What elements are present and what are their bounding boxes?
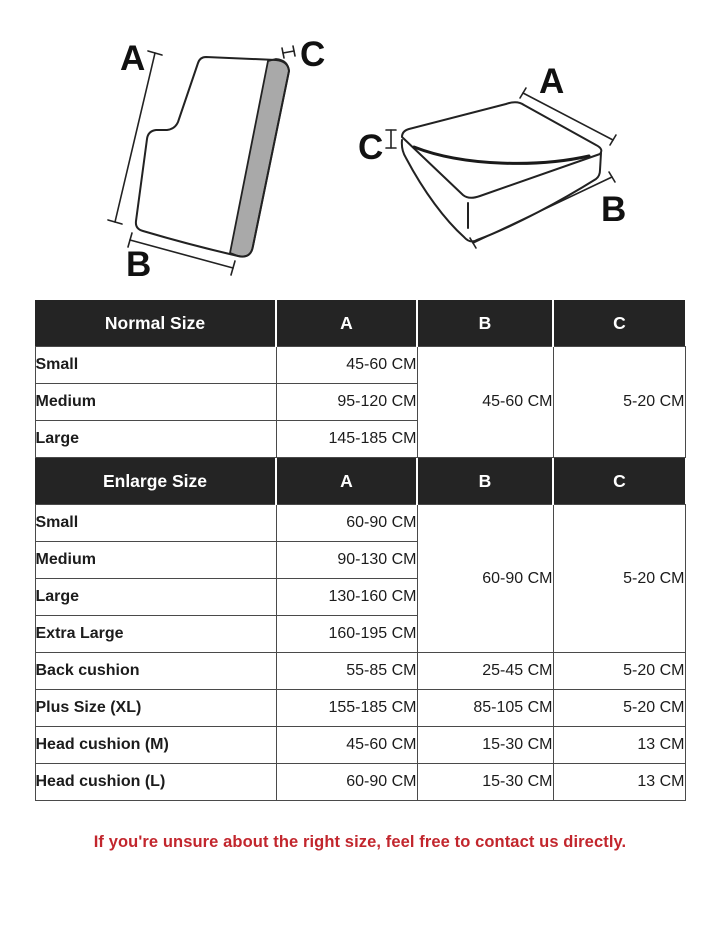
normal-size-table xyxy=(35,300,686,458)
dim-b-merged-cell: 60-90 CM xyxy=(417,505,553,653)
seat-cushion-top-face xyxy=(402,102,601,198)
back-cushion-diagram xyxy=(108,35,325,284)
measure-line-b-right xyxy=(470,172,615,248)
size-label-cell: Medium xyxy=(35,384,276,421)
size-label-cell: Small xyxy=(35,347,276,384)
contact-note: If you're unsure about the right size, feel free to contact us directly. xyxy=(93,833,627,851)
dim-label-a: A xyxy=(539,62,565,101)
column-header-b: B xyxy=(417,300,553,347)
top-seam-line xyxy=(414,147,589,163)
dim-label-a: A xyxy=(120,39,146,78)
table-title: Enlarge Size xyxy=(35,458,276,505)
size-label-cell: Head cushion (L) xyxy=(35,764,276,801)
dim-label-c: C xyxy=(358,128,384,167)
dim-c-merged-cell: 5-20 CM xyxy=(553,505,685,653)
table-title: Normal Size xyxy=(35,300,276,347)
dim-b-cell: 85-105 CM xyxy=(417,690,553,727)
dim-label-c: C xyxy=(300,35,326,74)
dim-label-b: B xyxy=(126,245,152,284)
dim-a-cell: 90-130 CM xyxy=(276,542,417,579)
dim-a-cell: 155-185 CM xyxy=(276,690,417,727)
size-label-cell: Back cushion xyxy=(35,653,276,690)
table-header-row xyxy=(35,458,685,505)
size-label-cell: Small xyxy=(35,505,276,542)
column-header-b: B xyxy=(417,458,553,505)
dim-a-cell: 130-160 CM xyxy=(276,579,417,616)
dim-a-cell: 160-195 CM xyxy=(276,616,417,653)
seat-cushion-side-outline xyxy=(402,140,601,241)
size-label-cell: Large xyxy=(35,579,276,616)
dim-c-cell: 13 CM xyxy=(553,727,685,764)
size-label-cell: Plus Size (XL) xyxy=(35,690,276,727)
dim-a-cell: 145-185 CM xyxy=(276,421,417,458)
column-header-a: A xyxy=(276,300,417,347)
column-header-a: A xyxy=(276,458,417,505)
table-row xyxy=(35,690,685,727)
size-label-cell: Extra Large xyxy=(35,616,276,653)
measure-bracket-c-right xyxy=(386,130,396,148)
table-row xyxy=(35,653,685,690)
dim-c-cell: 5-20 CM xyxy=(553,690,685,727)
cushion-edge-shade xyxy=(230,59,289,257)
size-label-cell: Medium xyxy=(35,542,276,579)
dim-a-cell: 60-90 CM xyxy=(276,505,417,542)
column-header-c: C xyxy=(553,458,685,505)
dim-a-cell: 60-90 CM xyxy=(276,764,417,801)
dim-b-cell: 15-30 CM xyxy=(417,727,553,764)
dim-a-cell: 45-60 CM xyxy=(276,347,417,384)
dim-b-cell: 15-30 CM xyxy=(417,764,553,801)
dim-b-merged-cell: 45-60 CM xyxy=(417,347,553,458)
size-label-cell: Large xyxy=(35,421,276,458)
dim-b-cell: 25-45 CM xyxy=(417,653,553,690)
measure-bracket-c-left xyxy=(282,46,295,58)
dim-a-cell: 45-60 CM xyxy=(276,727,417,764)
dim-label-b: B xyxy=(601,190,627,229)
table-row xyxy=(35,505,685,542)
table-header-row xyxy=(35,300,685,347)
measure-line-a-right xyxy=(520,88,616,145)
dim-c-cell: 5-20 CM xyxy=(553,653,685,690)
table-row xyxy=(35,764,685,801)
seat-cushion-diagram xyxy=(358,62,626,248)
dim-c-cell: 13 CM xyxy=(553,764,685,801)
enlarge-size-table xyxy=(35,458,686,801)
dim-a-cell: 55-85 CM xyxy=(276,653,417,690)
dim-a-cell: 95-120 CM xyxy=(276,384,417,421)
size-label-cell: Head cushion (M) xyxy=(35,727,276,764)
cushion-diagrams xyxy=(0,0,720,300)
table-row xyxy=(35,347,685,384)
column-header-c: C xyxy=(553,300,685,347)
table-row xyxy=(35,727,685,764)
dim-c-merged-cell: 5-20 CM xyxy=(553,347,685,458)
